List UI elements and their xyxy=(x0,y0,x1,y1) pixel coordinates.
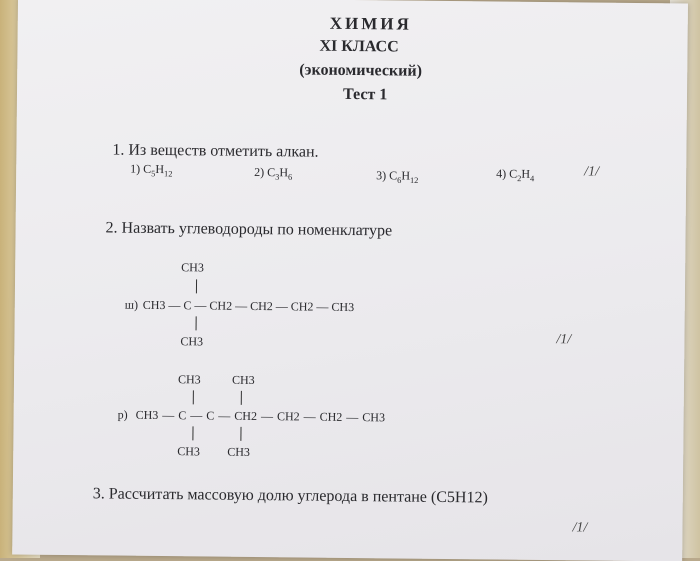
structure-b-bond-bottom-1 xyxy=(192,426,193,440)
option-4: 4) $C_2H_4$ xyxy=(496,166,535,184)
option-3: 3) $C_6H_{12}$ xyxy=(376,168,419,186)
structure-a-label: ш) xyxy=(124,297,139,312)
structure-b-bond-top-2 xyxy=(241,391,242,405)
test-title: Тест 1 xyxy=(342,85,388,104)
option-2: 2) $C_3H_6$ xyxy=(254,164,293,182)
question-3: 3. Рассчитать массовую долю углерода в пентане (C5H12) xyxy=(92,485,488,507)
structure-b-top-1: CH3 xyxy=(177,372,201,387)
profile-title: (экономический) xyxy=(299,61,423,80)
test-sheet xyxy=(12,0,688,561)
question-1: 1. Из веществ отметить алкан. xyxy=(112,141,319,161)
structure-a-bond-top xyxy=(196,279,197,293)
structure-b-main: CH3 — C — C — CH2 — CH2 — CH2 — CH3 xyxy=(135,407,386,425)
score-q2: /1/ xyxy=(556,332,572,348)
option-1: 1) $C_5H_{12}$ xyxy=(130,161,173,179)
structure-b-bond-bottom-2 xyxy=(240,427,241,441)
structure-b-top-2: CH3 xyxy=(231,372,255,387)
score-q1: /1/ xyxy=(584,164,600,180)
score-q3: /1/ xyxy=(572,520,588,536)
structure-b-bottom-1: CH3 xyxy=(177,444,201,459)
structure-a-bond-bottom xyxy=(196,316,197,330)
grade-title: XI КЛАСС xyxy=(319,37,399,56)
structure-b-bottom-2: CH3 xyxy=(227,444,251,459)
subject-title: ХИМИЯ xyxy=(329,13,412,34)
structure-b-bond-top-1 xyxy=(193,390,194,404)
structure-a-bottom: CH3 xyxy=(180,334,204,349)
question-2: 2. Назвать углеводороды по номенклатуре xyxy=(105,219,393,240)
structure-a-main: CH3 — C — CH2 — CH2 — CH2 — CH3 xyxy=(142,297,355,315)
structure-a-top: CH3 xyxy=(181,260,204,275)
structure-b-label: р) xyxy=(117,407,128,422)
